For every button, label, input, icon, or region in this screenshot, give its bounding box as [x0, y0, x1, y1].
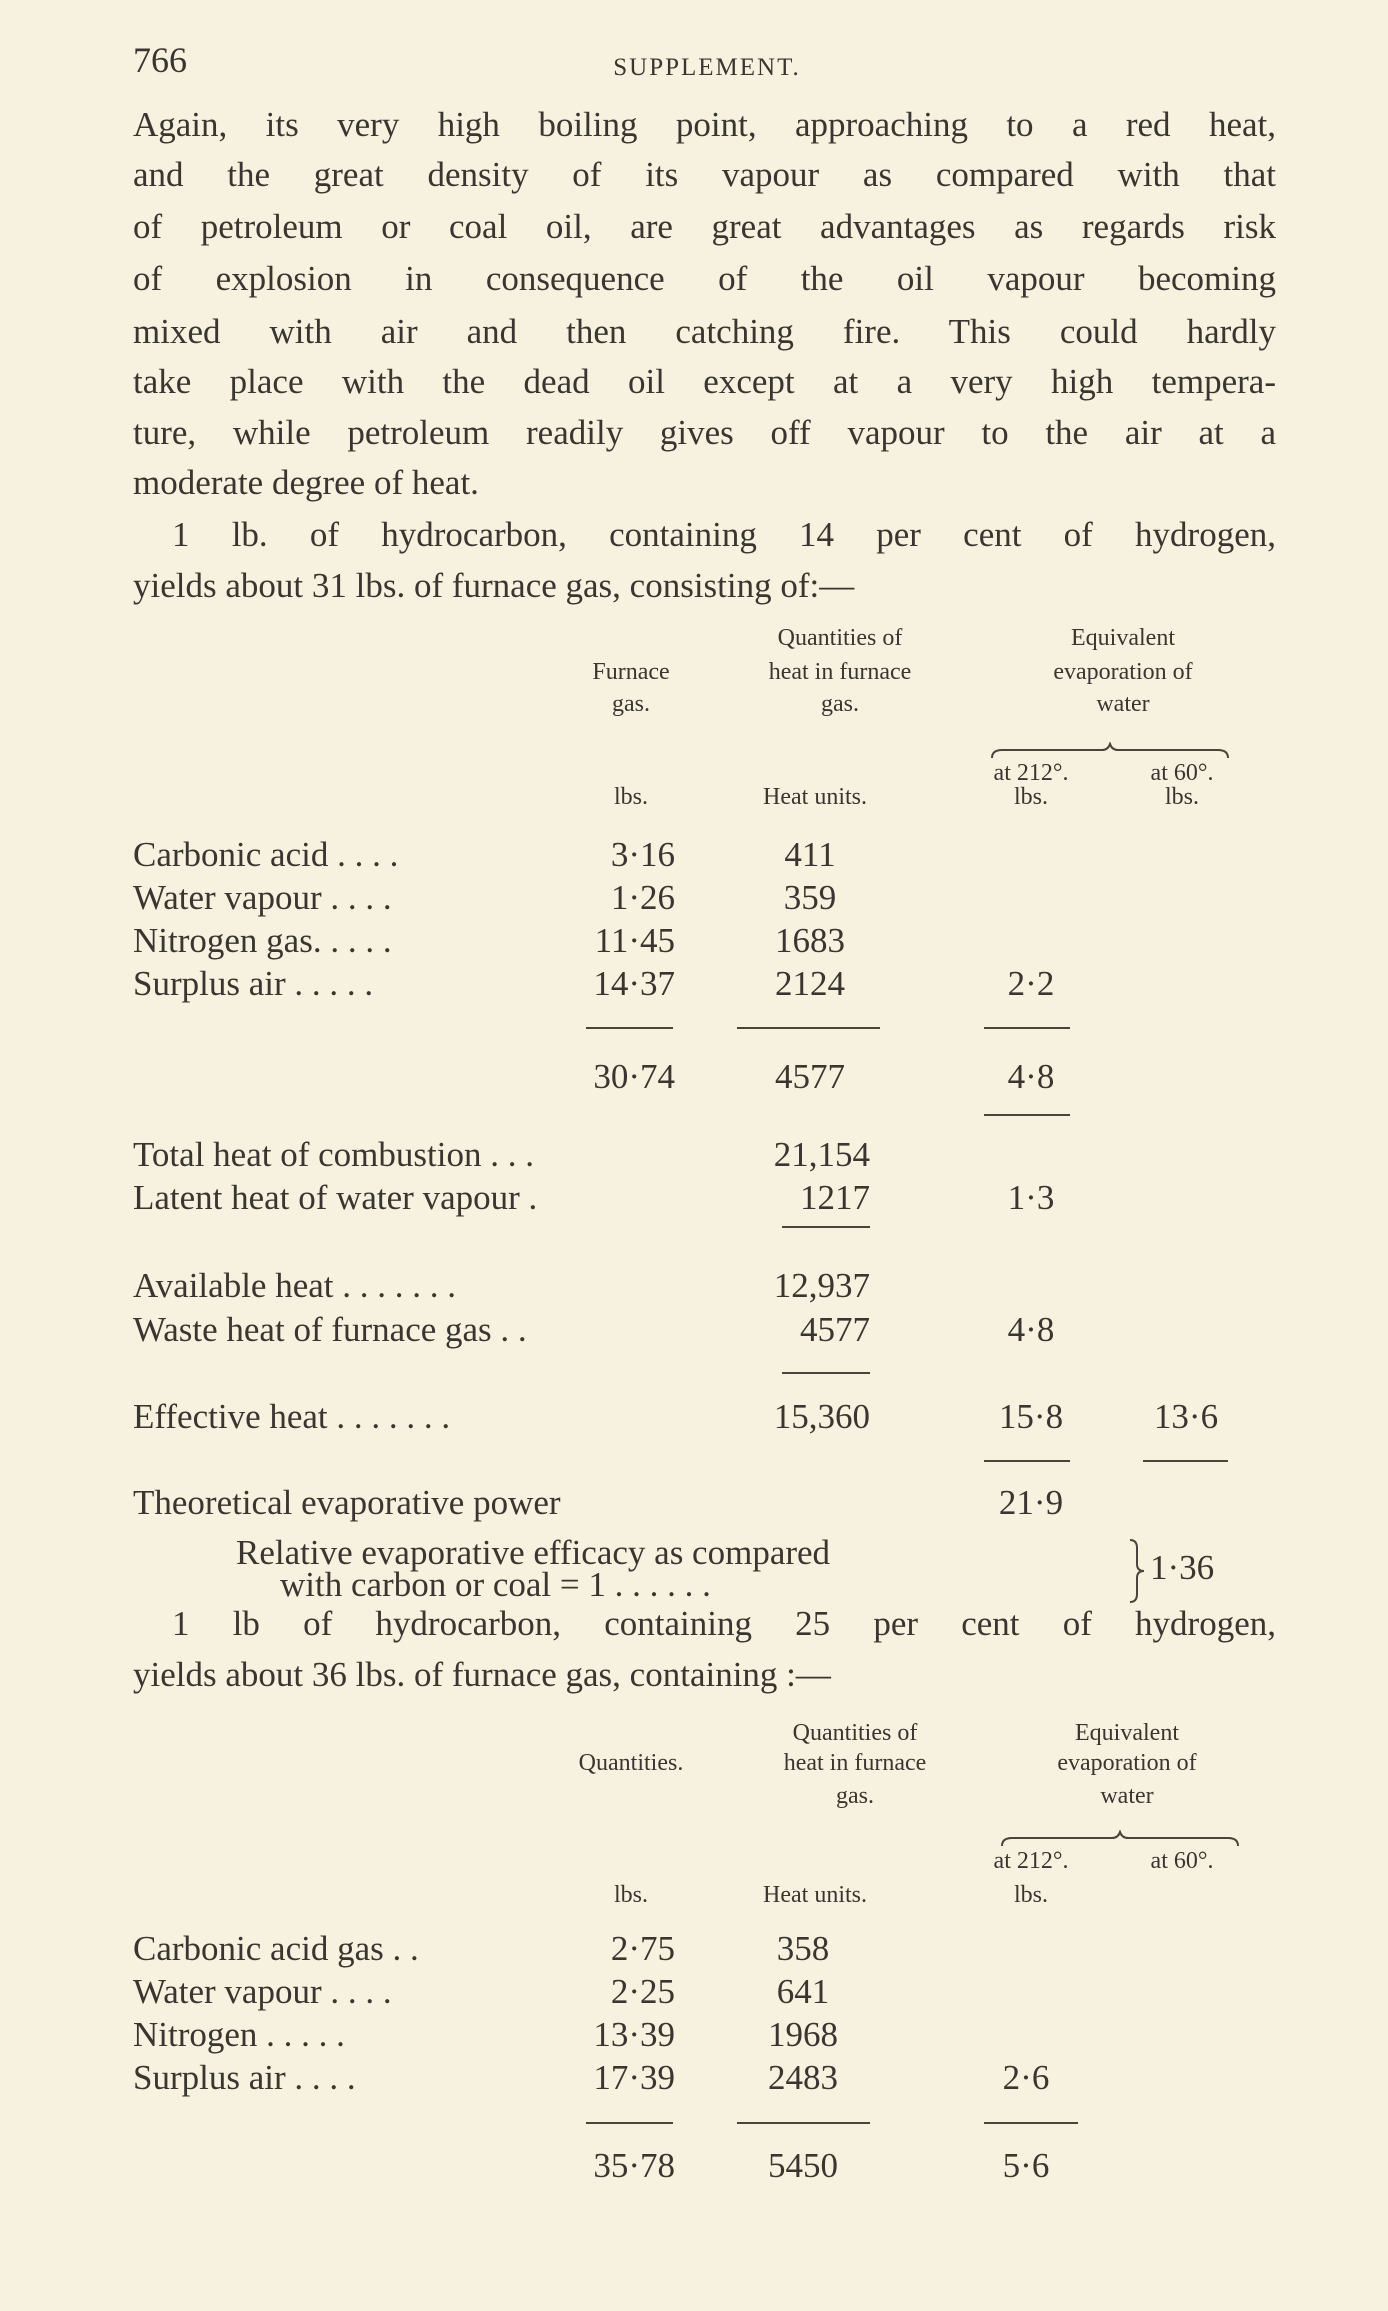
paragraph-line: mixed with air and then catching fire. This could hardly — [133, 312, 1276, 351]
sum-rule — [782, 1226, 870, 1228]
sum-rule — [586, 1027, 673, 1029]
row-evap-60: 13·6 — [1153, 1397, 1219, 1436]
row-lbs: 11·45 — [594, 921, 675, 960]
brace-icon — [1128, 1538, 1148, 1604]
sum-rule — [737, 2122, 870, 2124]
total-evap-212: 4·8 — [1007, 1057, 1055, 1096]
unit-lbs: lbs. — [613, 1882, 649, 1908]
sum-rule — [984, 1114, 1070, 1116]
row-heat: 12,937 — [773, 1266, 870, 1305]
unit-lbs: lbs. — [613, 784, 649, 810]
total-evap-212: 5·6 — [1002, 2146, 1050, 2185]
header-at-60: at 60°. — [1150, 1848, 1214, 1874]
intro-line: yields about 36 lbs. of furnace gas, containing :— — [133, 1655, 831, 1694]
row-heat: 4577 — [800, 1310, 870, 1349]
header-evaporation: Equivalent — [1075, 1720, 1179, 1746]
header-heat: heat in furnace — [768, 659, 912, 685]
unit-lbs-212: lbs. — [1013, 1882, 1049, 1908]
sum-rule — [984, 1027, 1070, 1029]
total-lbs: 30·74 — [593, 1057, 675, 1096]
header-heat: heat in furnace — [783, 1750, 927, 1776]
row-heat: 1683 — [775, 921, 845, 960]
header-heat: gas. — [821, 691, 859, 717]
intro-line: 1 lb of hydrocarbon, containing 25 per cent of hydrogen, — [172, 1604, 1276, 1643]
total-lbs: 35·78 — [593, 2146, 675, 2185]
theoretical-value: 21·9 — [998, 1483, 1064, 1522]
total-heat: 4577 — [775, 1057, 845, 1096]
sum-rule — [737, 1027, 880, 1029]
row-label: Waste heat of furnace gas . . — [133, 1310, 527, 1349]
total-heat: 5450 — [768, 2146, 838, 2185]
row-label: Nitrogen gas. . . . . — [133, 921, 392, 960]
row-heat: 359 — [783, 878, 837, 917]
header-evaporation: evaporation of — [1057, 1750, 1197, 1776]
row-heat: 2124 — [775, 964, 845, 1003]
sum-rule — [586, 2122, 673, 2124]
paragraph-line: ture, while petroleum readily gives off vapour to the air at a — [133, 413, 1276, 452]
row-heat: 411 — [784, 835, 836, 874]
header-evaporation: water — [1096, 691, 1150, 717]
sum-rule — [782, 1372, 870, 1374]
header-at-60: at 60°. — [1150, 760, 1214, 786]
unit-heat: Heat units. — [763, 784, 867, 810]
row-lbs: 2·75 — [610, 1929, 675, 1968]
paragraph-line: Again, its very high boiling point, approaching to a red heat, — [133, 105, 1276, 144]
row-lbs: 3·16 — [610, 835, 675, 874]
row-label: Nitrogen . . . . . — [133, 2015, 345, 2054]
row-evap-212: 15·8 — [998, 1397, 1064, 1436]
paragraph-line: moderate degree of heat. — [133, 463, 479, 502]
row-heat: 1217 — [800, 1178, 870, 1217]
header-at-212: at 212°. — [993, 1848, 1069, 1874]
row-heat: 358 — [776, 1929, 830, 1968]
row-lbs: 17·39 — [593, 2058, 675, 2097]
sum-rule — [984, 1460, 1070, 1462]
row-label: Effective heat . . . . . . . — [133, 1397, 451, 1436]
page-number: 766 — [133, 40, 187, 80]
paragraph-line: of petroleum or coal oil, are great advantages as regards risk — [133, 207, 1276, 246]
row-label: Water vapour . . . . — [133, 878, 392, 917]
row-label: Carbonic acid . . . . — [133, 835, 399, 874]
row-evap-212: 2·2 — [1007, 964, 1055, 1003]
row-label: Latent heat of water vapour . — [133, 1178, 538, 1217]
row-evap-212: 1·3 — [1007, 1178, 1055, 1217]
theoretical-label: Theoretical evaporative power — [133, 1483, 561, 1522]
row-lbs: 2·25 — [610, 1972, 675, 2011]
header-furnace-gas: Furnace — [592, 659, 670, 685]
row-heat: 21,154 — [773, 1135, 870, 1174]
header-heat: Quantities of — [792, 1720, 918, 1746]
row-heat: 1968 — [768, 2015, 838, 2054]
running-title: SUPPLEMENT. — [613, 54, 801, 81]
row-evap-212: 2·6 — [1002, 2058, 1050, 2097]
relative-value: 1·36 — [1150, 1548, 1215, 1587]
header-evaporation: water — [1100, 1783, 1154, 1809]
row-label: Surplus air . . . . — [133, 2058, 356, 2097]
row-label: Carbonic acid gas . . — [133, 1929, 419, 1968]
unit-lbs-212: lbs. — [1013, 784, 1049, 810]
row-lbs: 1·26 — [610, 878, 675, 917]
unit-lbs-60: lbs. — [1164, 784, 1200, 810]
relative-label: with carbon or coal = 1 . . . . . . — [280, 1565, 711, 1604]
row-label: Water vapour . . . . — [133, 1972, 392, 2011]
row-heat: 15,360 — [773, 1397, 870, 1436]
header-evaporation: Equivalent — [1071, 625, 1175, 651]
header-quantities: Quantities. — [578, 1750, 684, 1776]
intro-line: 1 lb. of hydrocarbon, containing 14 per cent of hydrogen, — [172, 515, 1276, 554]
sum-rule — [984, 2122, 1078, 2124]
row-label: Surplus air . . . . . — [133, 964, 374, 1003]
intro-line: yields about 31 lbs. of furnace gas, consisting of:— — [133, 566, 855, 605]
sum-rule — [1143, 1460, 1228, 1462]
row-label: Total heat of combustion . . . — [133, 1135, 534, 1174]
relative-label: Relative evaporative efficacy as compared — [236, 1533, 831, 1572]
header-heat: gas. — [836, 1783, 874, 1809]
row-lbs: 14·37 — [593, 964, 675, 1003]
row-lbs: 13·39 — [593, 2015, 675, 2054]
paragraph-line: take place with the dead oil except at a very high tempera- — [133, 362, 1276, 401]
paragraph-line: of explosion in consequence of the oil vapour becoming — [133, 259, 1276, 298]
row-evap-212: 4·8 — [1007, 1310, 1055, 1349]
row-label: Available heat . . . . . . . — [133, 1266, 456, 1305]
header-evaporation: evaporation of — [1053, 659, 1193, 685]
unit-heat: Heat units. — [763, 1882, 867, 1908]
row-heat: 641 — [776, 1972, 830, 2011]
header-furnace-gas: gas. — [612, 691, 650, 717]
header-heat: Quantities of — [777, 625, 903, 651]
header-at-212: at 212°. — [993, 760, 1069, 786]
paragraph-line: and the great density of its vapour as compared with that — [133, 155, 1276, 194]
row-heat: 2483 — [768, 2058, 838, 2097]
